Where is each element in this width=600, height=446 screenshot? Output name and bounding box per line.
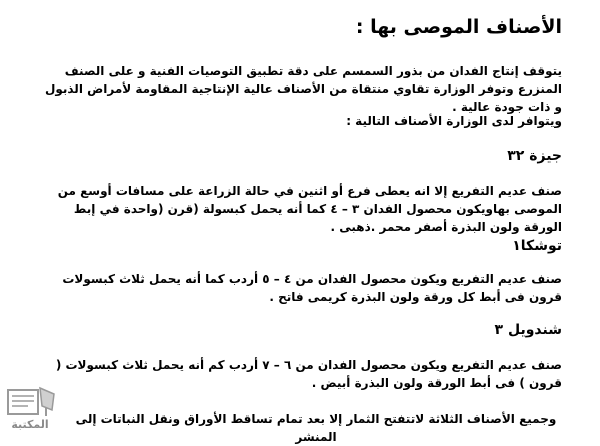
variety-heading-toshka1: توشكا١ — [512, 238, 562, 254]
document-title: الأصناف الموصى بها : — [355, 16, 562, 38]
available-varieties-line: ويتوافر لدى الوزارة الأصناف التالية : — [346, 114, 562, 128]
variety-description-giza32: صنف عديم التفريع إلا انه يعطى فرع أو اثنين في حالة الزراعة على مسافات أوسع من الموصى بهاويكون محصول الفدان ٣ – ٤ كما أنه يحمل كبسولة (قرن (واحدة في إبط الورقة ولون البذرة أصفر محمر .ذهبى . — [57, 184, 562, 234]
intro-paragraph: يتوقف إنتاج الفدان من بذور السمسم على دقة تطبيق التوصيات الفنية و على الصنف المنزرع وتوفر الوزارة تقاوي منتقاة من الأصناف عالية الإنتاجية المقاومة لأمراض الذبول و ذات جودة عالية . — [44, 64, 562, 114]
variety-description-toshka1: صنف عديم التفريع ويكون محصول الفدان من ٤ – ٥ أردب كما أنه يحمل ثلاث كبسولات قرون فى أبط كل ورقة ولون البذرة كريمى فاتح . — [62, 272, 562, 304]
footer-note: وجميع الأصناف الثلاثة لاتتفتح الثمار إلا بعد تمام تساقط الأوراق ونقل النباتات إلى المنشر — [75, 412, 557, 444]
variety-heading-shandaweel3: شندويل ٣ — [494, 322, 562, 338]
variety-heading-giza32: جيزة ٣٢ — [507, 148, 562, 164]
variety-description-shandaweel3: صنف عديم التفريع ويكون محصول الفدان من ٦ – ٧ أردب كم أنه يحمل ثلاث كبسولات ( قرون ) فى أبط الورقة ولون البذرة أبيض . — [55, 358, 562, 390]
watermark-label: المكتبة — [11, 418, 49, 431]
